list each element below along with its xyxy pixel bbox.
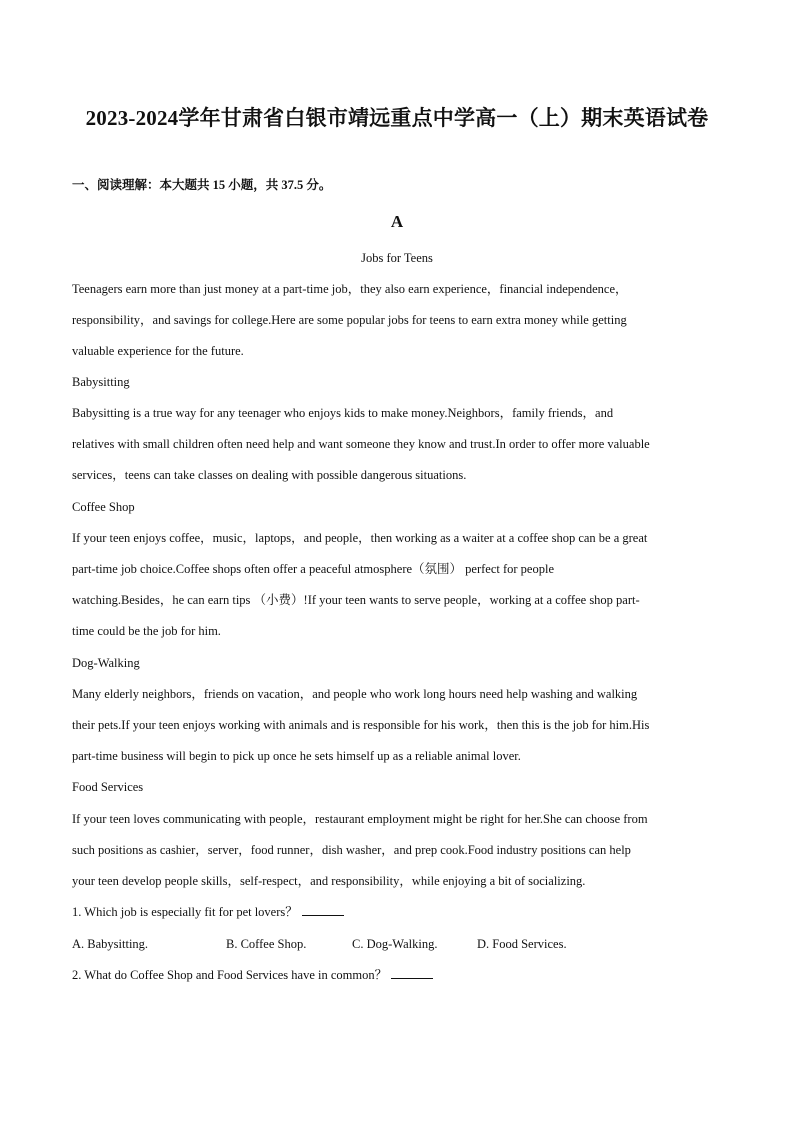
option-b[interactable]: B. Coffee Shop. (226, 937, 307, 951)
passage-line: valuable experience for the future. (72, 344, 244, 358)
question-1-stem: 1. Which job is especially fit for pet lovers？ (72, 905, 298, 919)
question-2-stem: 2. What do Coffee Shop and Food Services have in common？ (72, 968, 388, 982)
passage-line: If your teen enjoys coffee，music，laptops，and people，then working as a waiter at a coffee shop can be a great (72, 531, 648, 545)
passage-title: Jobs for Teens (361, 251, 433, 265)
passage-line: your teen develop people skills，self-respect，and responsibility，while enjoying a bit of socializing. (72, 874, 586, 888)
passage-line: Many elderly neighbors，friends on vacation，and people who work long hours need help washing and walking (72, 687, 638, 701)
subheading-coffee-shop: Coffee Shop (72, 500, 135, 514)
passage-line: time could be the job for him. (72, 624, 221, 638)
question-2 (72, 966, 722, 984)
answer-blank-1[interactable] (302, 903, 344, 916)
subheading-food-services: Food Services (72, 780, 144, 794)
passage-line: Babysitting is a true way for any teenager who enjoys kids to make money.Neighbors，family friends，and (72, 406, 614, 420)
exam-title: 2023-2024学年甘肃省白银市靖远重点中学高一（上）期末英语试卷 (85, 106, 709, 130)
passage-line: relatives with small children often need help and want someone they know and trust.In order to offer more valuable (72, 437, 650, 451)
passage-line: services，teens can take classes on dealing with possible dangerous situations. (72, 468, 467, 482)
passage-line: responsibility，and savings for college.Here are some popular jobs for teens to earn extra money while getting (72, 313, 627, 327)
passage-line: watching.Besides，he can earn tips （小费）!If your teen wants to serve people，working at a coffee shop part- (72, 593, 640, 607)
passage-line: part-time job choice.Coffee shops often offer a peaceful atmosphere（氛围） perfect for people (72, 562, 554, 576)
option-c[interactable]: C. Dog-Walking. (352, 937, 438, 951)
option-a[interactable]: A. Babysitting. (72, 937, 149, 951)
section-heading: 一、阅读理解：本大题共 15 小题，共 37.5 分。 (72, 178, 332, 192)
passage-line: If your teen loves communicating with people，restaurant employment might be right for her.She can choose from (72, 812, 648, 826)
subheading-dog-walking: Dog-Walking (72, 656, 140, 670)
passage-line: such positions as cashier，server，food runner，dish washer，and prep cook.Food industry positions can help (72, 843, 631, 857)
passage-letter: A (390, 212, 404, 231)
passage-line: part-time business will begin to pick up once he sets himself up as a reliable animal lover. (72, 749, 521, 763)
passage-line: their pets.If your teen enjoys working with animals and is responsible for his work，then this is the job for him.His (72, 718, 650, 732)
subheading-babysitting: Babysitting (72, 375, 130, 389)
passage-line: Teenagers earn more than just money at a part-time job，they also earn experience，financial independence， (72, 282, 628, 296)
option-d[interactable]: D. Food Services. (477, 937, 567, 951)
answer-blank-2[interactable] (391, 966, 433, 979)
question-1 (72, 903, 722, 921)
